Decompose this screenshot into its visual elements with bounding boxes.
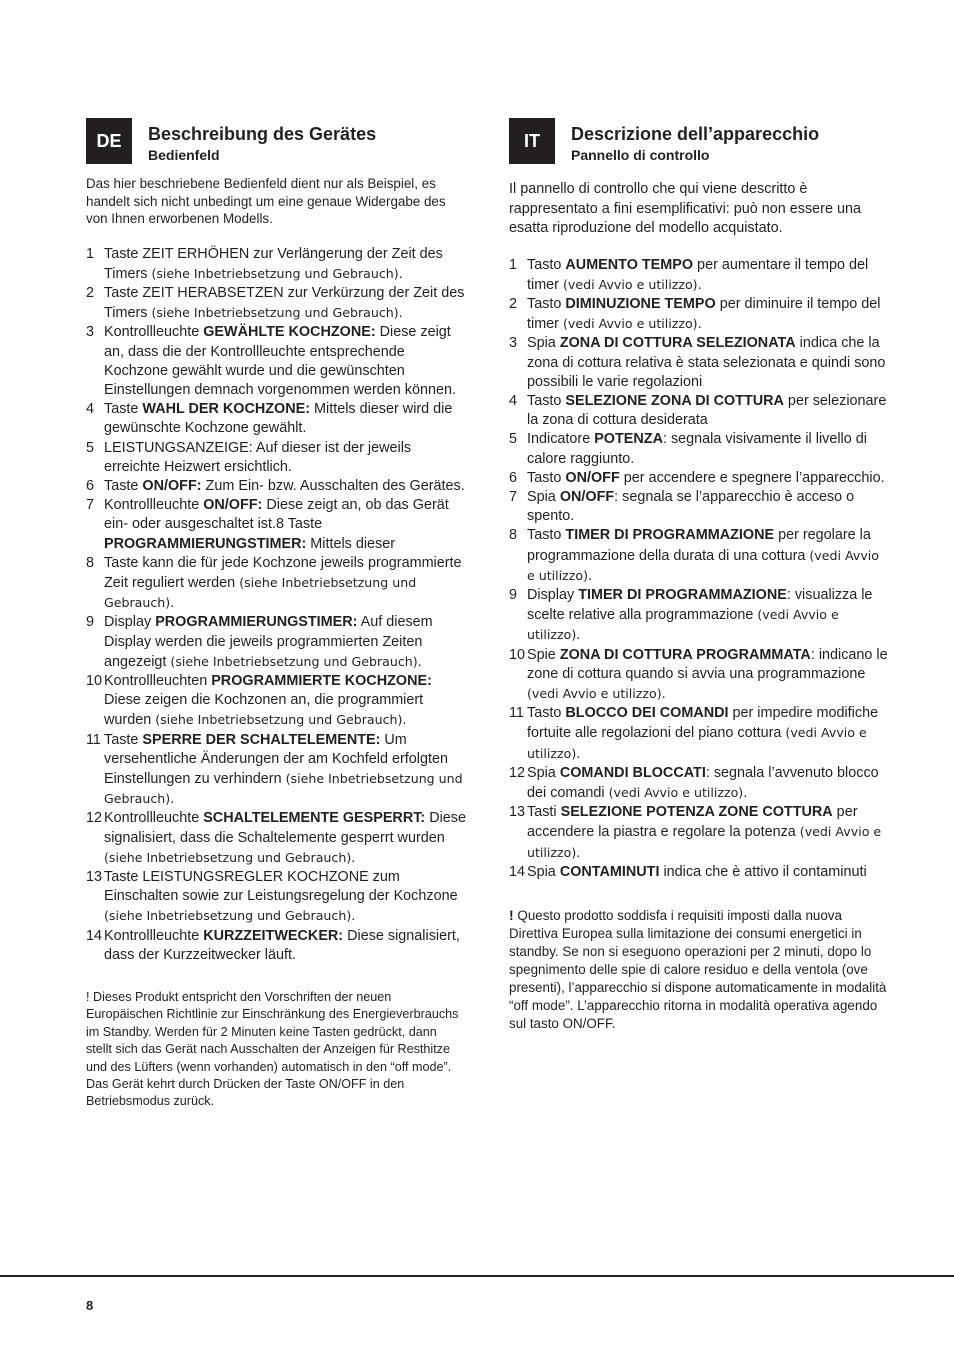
item-number: 10	[86, 672, 103, 689]
item-reference: (vedi Avvio e utilizzo)	[527, 685, 662, 701]
item-number: 2	[509, 295, 518, 312]
list-item	[509, 803, 889, 863]
item-keyword: PROGRAMMIERTE KOCHZONE:	[211, 672, 432, 689]
item-number: 12	[86, 810, 103, 827]
item-text-part: Spia	[527, 488, 560, 505]
item-text-part: Spia	[527, 335, 560, 352]
item-text-part: .	[170, 595, 175, 612]
list-item	[509, 469, 889, 488]
item-number: 12	[509, 764, 526, 781]
item-text	[104, 477, 466, 496]
list-item	[509, 646, 889, 705]
item-text	[104, 439, 466, 477]
item-text	[527, 256, 889, 295]
item-text-part: Tasti	[527, 804, 561, 821]
item-text-part: .	[170, 791, 175, 808]
item-text-part: Indicatore	[527, 431, 595, 448]
list-item	[509, 488, 889, 526]
item-keyword: COMANDI BLOCCATI	[559, 764, 706, 781]
item-keyword: KURZZEITWECKER:	[203, 927, 344, 944]
item-text-part: indica che è attivo il contaminuti	[659, 863, 867, 880]
item-reference: (siehe Inbetriebsetzung und Gebrauch)	[104, 908, 352, 924]
item-number: 14	[509, 863, 526, 880]
item-keyword: BLOCCO DEI COMANDI	[565, 705, 729, 722]
item-keyword: ZONA DI COTTURA SELEZIONATA	[559, 335, 796, 352]
item-text	[104, 809, 466, 868]
item-text-part: per selezionare la zona di cottura desiderata	[527, 392, 887, 429]
item-number: 11	[509, 705, 524, 722]
item-text-part: Kontrollleuchte	[104, 810, 204, 827]
section-title-de: Beschreibung des Gerätes	[148, 124, 377, 144]
item-number: 9	[86, 614, 95, 631]
list-item	[86, 927, 466, 965]
language-badge-it: IT	[509, 118, 555, 164]
section-subtitle-it: Pannello di controllo	[571, 147, 710, 163]
item-number: 7	[509, 488, 518, 505]
item-text-part: Kontrollleuchte	[104, 497, 204, 514]
list-item	[86, 868, 466, 927]
language-badge-de: DE	[86, 118, 132, 164]
item-text	[527, 469, 889, 488]
item-text-part: Diese zeigt an, dass die der Kontrollleuchte entsprechende Kochzone gewählt wurde und die gewünschten Einstellungen demnach vorgenommen werden können.	[104, 324, 456, 398]
list-item	[509, 526, 889, 586]
item-text-part: .	[576, 844, 581, 861]
item-text-part: Spia	[527, 863, 560, 880]
item-keyword: ON/OFF	[559, 488, 615, 505]
item-keyword: SELEZIONE POTENZA ZONE COTTURA	[560, 804, 833, 821]
list-item	[509, 334, 889, 392]
item-list-de	[86, 245, 466, 966]
item-text-part: .	[588, 567, 593, 584]
item-text	[527, 646, 889, 705]
list-item	[86, 496, 466, 554]
item-keyword: AUMENTO TEMPO	[565, 256, 694, 273]
section-title-it: Descrizione dell’apparecchio	[571, 124, 820, 144]
item-text-part: .	[697, 316, 702, 333]
list-item	[509, 392, 889, 430]
item-number: 7	[86, 497, 95, 514]
italian-column	[509, 118, 889, 1033]
item-text	[104, 927, 466, 965]
item-text	[104, 731, 466, 810]
intro-de: Das hier beschriebene Bedienfeld dient nur als Beispiel, es handelt sich nicht unbedingt um eine genaue Widergabe des von Ihnen erworbenen Modells.	[86, 176, 446, 226]
item-reference: (vedi Avvio e utilizzo)	[562, 276, 698, 292]
item-text-part: .	[417, 653, 422, 670]
list-item	[509, 256, 889, 295]
item-text	[104, 245, 466, 284]
item-keyword: ON/OFF	[565, 469, 620, 486]
list-item	[509, 430, 889, 468]
item-reference: (vedi Avvio e utilizzo)	[527, 547, 879, 583]
item-reference: (vedi Avvio e utilizzo)	[608, 784, 744, 800]
item-text-part: : visualizza le scelte relative alla programmazione	[527, 586, 873, 624]
item-text-part: Mittels dieser	[306, 535, 396, 552]
item-text-part: Kontrollleuchte	[104, 927, 204, 944]
list-item	[86, 554, 466, 614]
item-text-part: Tasto	[527, 705, 566, 722]
item-text	[104, 672, 466, 731]
german-column	[86, 118, 466, 1111]
list-item	[509, 586, 889, 646]
item-text-part: Tasto	[527, 527, 566, 544]
item-reference: (siehe Inbetriebsetzung und Gebrauch)	[151, 305, 399, 321]
item-keyword: CONTAMINUTI	[559, 863, 660, 880]
item-text	[527, 334, 889, 392]
item-keyword: PROGRAMMIERUNGSTIMER:	[104, 535, 307, 552]
item-text	[527, 430, 889, 468]
item-text	[527, 803, 889, 863]
item-text	[104, 496, 466, 554]
item-text	[104, 613, 466, 672]
item-reference: (siehe Inbetriebsetzung und Gebrauch)	[155, 712, 403, 728]
item-text	[104, 400, 466, 438]
item-text-part: Auf diesem Display werden die jeweils programmierten Zeiten angezeigt	[104, 614, 433, 670]
item-text-part: Kontrollleuchten	[104, 672, 212, 689]
item-keyword: GEWÄHLTE KOCHZONE:	[203, 324, 376, 341]
item-keyword: SELEZIONE ZONA DI COTTURA	[565, 392, 784, 409]
item-text-part: .	[398, 265, 403, 282]
item-keyword: DIMINUZIONE TEMPO	[565, 295, 716, 312]
item-text-part: .	[351, 908, 356, 925]
item-text-part: per impedire modifiche fortuite alle regolazioni del piano cottura	[527, 705, 879, 742]
item-keyword: ZONA DI COTTURA PROGRAMMATA	[559, 646, 811, 663]
item-text-part: LEISTUNGSANZEIGE: Auf dieser ist der jeweils erreichte Heizwert ersichtlich.	[104, 439, 412, 475]
item-text-part: Taste ZEIT HERABSETZEN zur Verkürzung der Zeit des Timers	[104, 284, 465, 322]
item-reference: (siehe Inbetriebsetzung und Gebrauch)	[170, 653, 418, 669]
item-text-part: : segnala se l’apparecchio è acceso o spento.	[527, 488, 855, 525]
item-text-part: Diese zeigen die Kochzonen an, die programmiert wurden	[104, 692, 424, 729]
item-keyword: SPERRE DER SCHALTELEMENTE:	[142, 731, 381, 748]
item-number: 4	[86, 401, 95, 418]
item-text-part: Tasto	[527, 392, 566, 409]
item-text	[527, 295, 889, 334]
item-text-part: .	[398, 305, 403, 322]
item-reference: (vedi Avvio e utilizzo)	[527, 725, 867, 761]
item-text	[527, 704, 889, 764]
item-reference: (vedi Avvio e utilizzo)	[527, 824, 882, 860]
section-subtitle-de: Bedienfeld	[148, 147, 220, 163]
item-text-part: per aumentare il tempo del timer	[527, 256, 869, 293]
item-number: 8	[509, 527, 518, 544]
item-text-part: .	[576, 745, 581, 762]
list-item	[86, 439, 466, 477]
item-number: 4	[509, 392, 518, 409]
item-text	[527, 526, 889, 586]
item-text-part: per diminuire il tempo del timer	[527, 295, 881, 333]
item-text-part: Taste ZEIT ERHÖHEN zur Verlängerung der Zeit des Timers	[104, 245, 443, 282]
page-number: 8	[86, 1298, 94, 1313]
item-reference: (siehe Inbetriebsetzung und Gebrauch)	[104, 770, 463, 807]
item-text-part: : segnala visivamente il livello di calore raggiunto.	[527, 431, 867, 467]
item-text-part: Tasto	[527, 256, 566, 273]
item-number: 11	[86, 731, 101, 748]
list-item	[509, 295, 889, 334]
list-item	[86, 613, 466, 672]
item-text-part: Diese zeigt an, ob das Gerät ein- oder ausgeschaltet ist.8 Taste	[104, 497, 449, 533]
item-reference: (siehe Inbetriebsetzung und Gebrauch)	[104, 849, 352, 865]
item-text	[104, 868, 466, 927]
item-list-it	[509, 256, 889, 883]
item-text-part: per regolare la programmazione della durata di una cottura	[527, 527, 871, 564]
item-number: 6	[86, 477, 95, 494]
item-text	[527, 764, 889, 803]
item-text-part: : indicano le zone di cottura quando si avvia una programmazione	[527, 646, 888, 682]
item-text-part: Mittels dieser wird die gewünschte Kochzone gewählt.	[104, 401, 453, 437]
item-number: 14	[86, 927, 103, 944]
list-item	[86, 400, 466, 438]
item-text	[104, 554, 466, 614]
item-text-part: .	[351, 849, 356, 866]
item-text-part: .	[743, 784, 748, 801]
item-number: 6	[509, 469, 518, 486]
item-number: 1	[86, 245, 95, 262]
item-text-part: Um versehentliche Änderungen der am Kochfeld erfolgten Einstellungen zu verhindern	[104, 731, 448, 787]
heading-de	[148, 118, 466, 164]
item-number: 9	[509, 586, 518, 603]
item-number: 3	[509, 335, 518, 352]
item-text-part: Taste LEISTUNGSREGLER KOCHZONE zum Einschalten sowie zur Leistungsregelung der Kochzone	[104, 869, 458, 905]
item-text	[527, 392, 889, 430]
item-text-part: Diese signalisiert, dass der Kurzzeitwecker läuft.	[104, 927, 460, 963]
item-keyword: POTENZA	[594, 431, 663, 448]
item-text-part: Display	[527, 586, 579, 603]
item-text-part: Tasto	[527, 295, 566, 312]
item-text-part: .	[576, 627, 581, 644]
list-item	[86, 809, 466, 868]
notice-text-de: Dieses Produkt entspricht den Vorschriften der neuen Europäischen Richtlinie zur Einschränkung des Energieverbrauchs im Standby. Werden für 2 Minuten keine Tasten gedrückt, dann stellt sich das Gerät nach Ausschalten der Anzeigen für Resthitze und des Lüfters (wenn vorhanden) automatisch in den “off mode”. Das Gerät kehrt durch Drücken der Taste ON/OFF in den Betriebsmodus zurück.	[86, 990, 459, 1109]
list-item	[86, 284, 466, 323]
item-number: 1	[509, 256, 518, 273]
item-reference: (siehe Inbetriebsetzung und Gebrauch)	[151, 265, 399, 281]
item-text-part: per accendere la piastra e regolare la potenza	[527, 804, 858, 841]
list-item	[86, 323, 466, 400]
item-text-part: Taste	[104, 477, 143, 494]
footer-rule	[0, 1275, 954, 1277]
list-item	[86, 245, 466, 284]
item-reference: (vedi Avvio e utilizzo)	[562, 316, 698, 332]
item-reference: (siehe Inbetriebsetzung und Gebrauch)	[104, 574, 417, 611]
item-text	[527, 488, 889, 526]
notice-mark-it: !	[509, 907, 514, 923]
standby-notice-it	[509, 906, 889, 1033]
item-keyword: PROGRAMMIERUNGSTIMER:	[155, 614, 358, 631]
list-item	[509, 863, 889, 882]
item-text-part: .	[661, 685, 666, 702]
item-text-part: indica che la zona di cottura relativa è stata selezionata e quindi sono possibili le varie regolazioni	[527, 335, 886, 390]
item-text-part: .	[697, 276, 702, 293]
item-number: 8	[86, 554, 95, 571]
item-keyword: WAHL DER KOCHZONE:	[142, 401, 311, 418]
item-text-part: Zum Ein- bzw. Ausschalten des Gerätes.	[201, 477, 465, 494]
notice-mark-de: !	[86, 990, 90, 1005]
item-number: 2	[86, 284, 95, 301]
item-text-part: Tasto	[527, 469, 566, 486]
item-keyword: TIMER DI PROGRAMMAZIONE	[565, 527, 775, 544]
item-text	[104, 323, 466, 400]
item-text-part: Diese signalisiert, dass die Schaltelemente gesperrt wurden	[104, 810, 466, 846]
item-number: 3	[86, 324, 95, 341]
item-reference: (vedi Avvio e utilizzo)	[527, 607, 839, 643]
list-item	[86, 477, 466, 496]
item-text	[527, 863, 889, 882]
item-text	[527, 586, 889, 646]
item-number: 13	[509, 804, 526, 821]
item-number: 5	[86, 439, 95, 456]
heading-it	[571, 118, 889, 164]
item-text-part: : segnala l’avvenuto blocco dei comandi	[527, 764, 879, 801]
item-keyword: TIMER DI PROGRAMMAZIONE	[578, 586, 787, 603]
item-text-part: per accendere e spegnere l’apparecchio.	[619, 469, 885, 486]
item-text-part: Taste	[104, 401, 143, 418]
item-text-part: Kontrollleuchte	[104, 324, 204, 341]
item-text-part: .	[402, 712, 407, 729]
item-keyword: ON/OFF:	[142, 477, 202, 494]
item-text	[104, 284, 466, 323]
item-keyword: ON/OFF:	[203, 497, 263, 514]
item-number: 13	[86, 869, 103, 885]
intro-it: Il pannello di controllo che qui viene descritto è rappresentato a fini esemplificativi: può non essere una esatta riproduzione del modello acquistato.	[509, 181, 861, 236]
item-text-part: Taste kann die für jede Kochzone jeweils programmierte Zeit reguliert werden	[104, 554, 462, 591]
list-item	[509, 704, 889, 764]
item-text-part: Taste	[104, 731, 143, 748]
item-text-part: Display	[104, 614, 156, 631]
list-item	[86, 731, 466, 810]
notice-text-it: Questo prodotto soddisfa i requisiti imposti dalla nuova Direttiva Europea sulla limitazione dei consumi energetici in standby. Se non si eseguono operazioni per 2 minuti, dopo lo spegnimento delle spie di calore residuo e della ventola (ove presenti), l’apparecchio si dispone automaticamente in modalità “off mode”. L’apparecchio ritorna in modalità operativa agendo sul tasto ON/OFF.	[509, 908, 887, 1031]
item-number: 10	[509, 646, 526, 663]
item-number: 5	[509, 431, 518, 448]
list-item	[509, 764, 889, 803]
item-text-part: Spie	[527, 646, 560, 663]
item-text-part: Spia	[527, 764, 560, 781]
item-keyword: SCHALTELEMENTE GESPERRT:	[203, 810, 426, 827]
list-item	[86, 672, 466, 731]
standby-notice-de	[86, 989, 466, 1111]
